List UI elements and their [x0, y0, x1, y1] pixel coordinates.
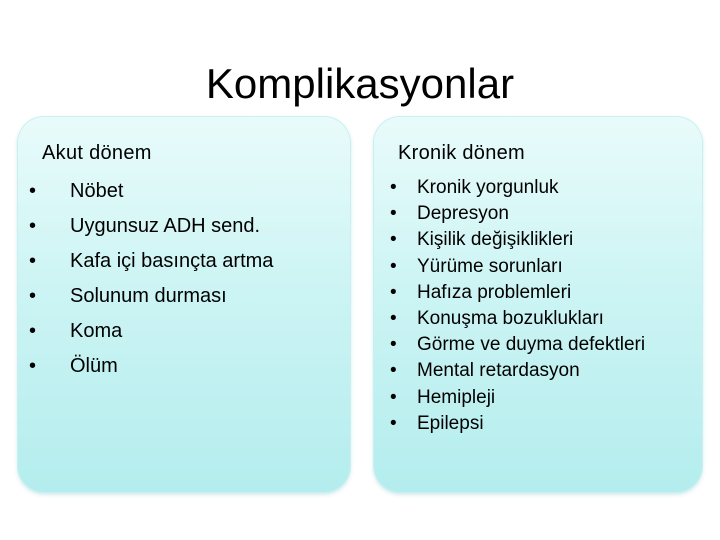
list-item	[387, 411, 645, 437]
slide-title: Komplikasyonlar	[205, 60, 515, 107]
bullet-icon: •	[29, 355, 37, 377]
acute-period-panel	[18, 117, 350, 492]
chronic-period-heading: Kronik dönem	[398, 142, 525, 164]
list-item-text: Solunum durması	[70, 285, 227, 307]
bullet-icon: •	[390, 177, 397, 198]
bullet-icon: •	[29, 180, 37, 202]
list-item-text: Yürüme sorunları	[417, 255, 563, 277]
list-item	[387, 254, 645, 280]
list-item-text: Konuşma bozuklukları	[417, 307, 604, 329]
list-item-text: Depresyon	[417, 203, 509, 225]
list-item-text: Hafıza problemleri	[417, 281, 572, 303]
list-item-text: Mental retardasyon	[417, 360, 580, 382]
bullet-icon: •	[390, 281, 397, 303]
list-item	[27, 281, 273, 316]
list-item	[387, 385, 645, 411]
list-item-text: Görme ve duyma defektleri	[417, 334, 646, 356]
bullet-icon: •	[390, 307, 397, 329]
list-item-text: Koma	[70, 320, 123, 342]
chronic-complications-list	[387, 175, 645, 437]
bullet-icon: •	[29, 320, 37, 342]
chronic-period-panel	[374, 117, 702, 492]
bullet-icon: •	[390, 412, 397, 434]
bullet-icon: •	[390, 229, 397, 251]
bullet-icon: •	[29, 250, 37, 272]
bullet-icon: •	[390, 360, 397, 382]
list-item	[27, 211, 273, 246]
list-item-text: Kişilik değişiklikleri	[417, 229, 574, 251]
list-item	[27, 351, 273, 386]
bullet-icon: •	[390, 334, 397, 356]
bullet-icon: •	[29, 215, 37, 237]
list-item	[387, 280, 645, 306]
list-item-text: Uygunsuz ADH send.	[70, 215, 261, 237]
bullet-icon: •	[390, 255, 397, 277]
list-item	[27, 176, 273, 211]
acute-period-heading: Akut dönem	[42, 142, 152, 164]
list-item	[387, 332, 645, 358]
list-item-text: Kafa içi basınçta artma	[70, 250, 274, 272]
acute-complications-list	[27, 176, 273, 386]
list-item-text: Epilepsi	[417, 412, 484, 434]
list-item-text: Nöbet	[70, 180, 124, 202]
bullet-icon: •	[390, 386, 397, 408]
list-item	[387, 358, 645, 384]
list-item	[387, 306, 645, 332]
list-item	[27, 246, 273, 281]
list-item	[387, 175, 645, 201]
list-item	[27, 316, 273, 351]
list-item-text: Ölüm	[70, 355, 118, 377]
bullet-icon: •	[29, 285, 37, 307]
list-item	[387, 201, 645, 227]
list-item-text: Hemipleji	[417, 386, 496, 408]
list-item	[387, 227, 645, 253]
list-item-text: Kronik yorgunluk	[417, 177, 559, 198]
bullet-icon: •	[390, 203, 397, 225]
